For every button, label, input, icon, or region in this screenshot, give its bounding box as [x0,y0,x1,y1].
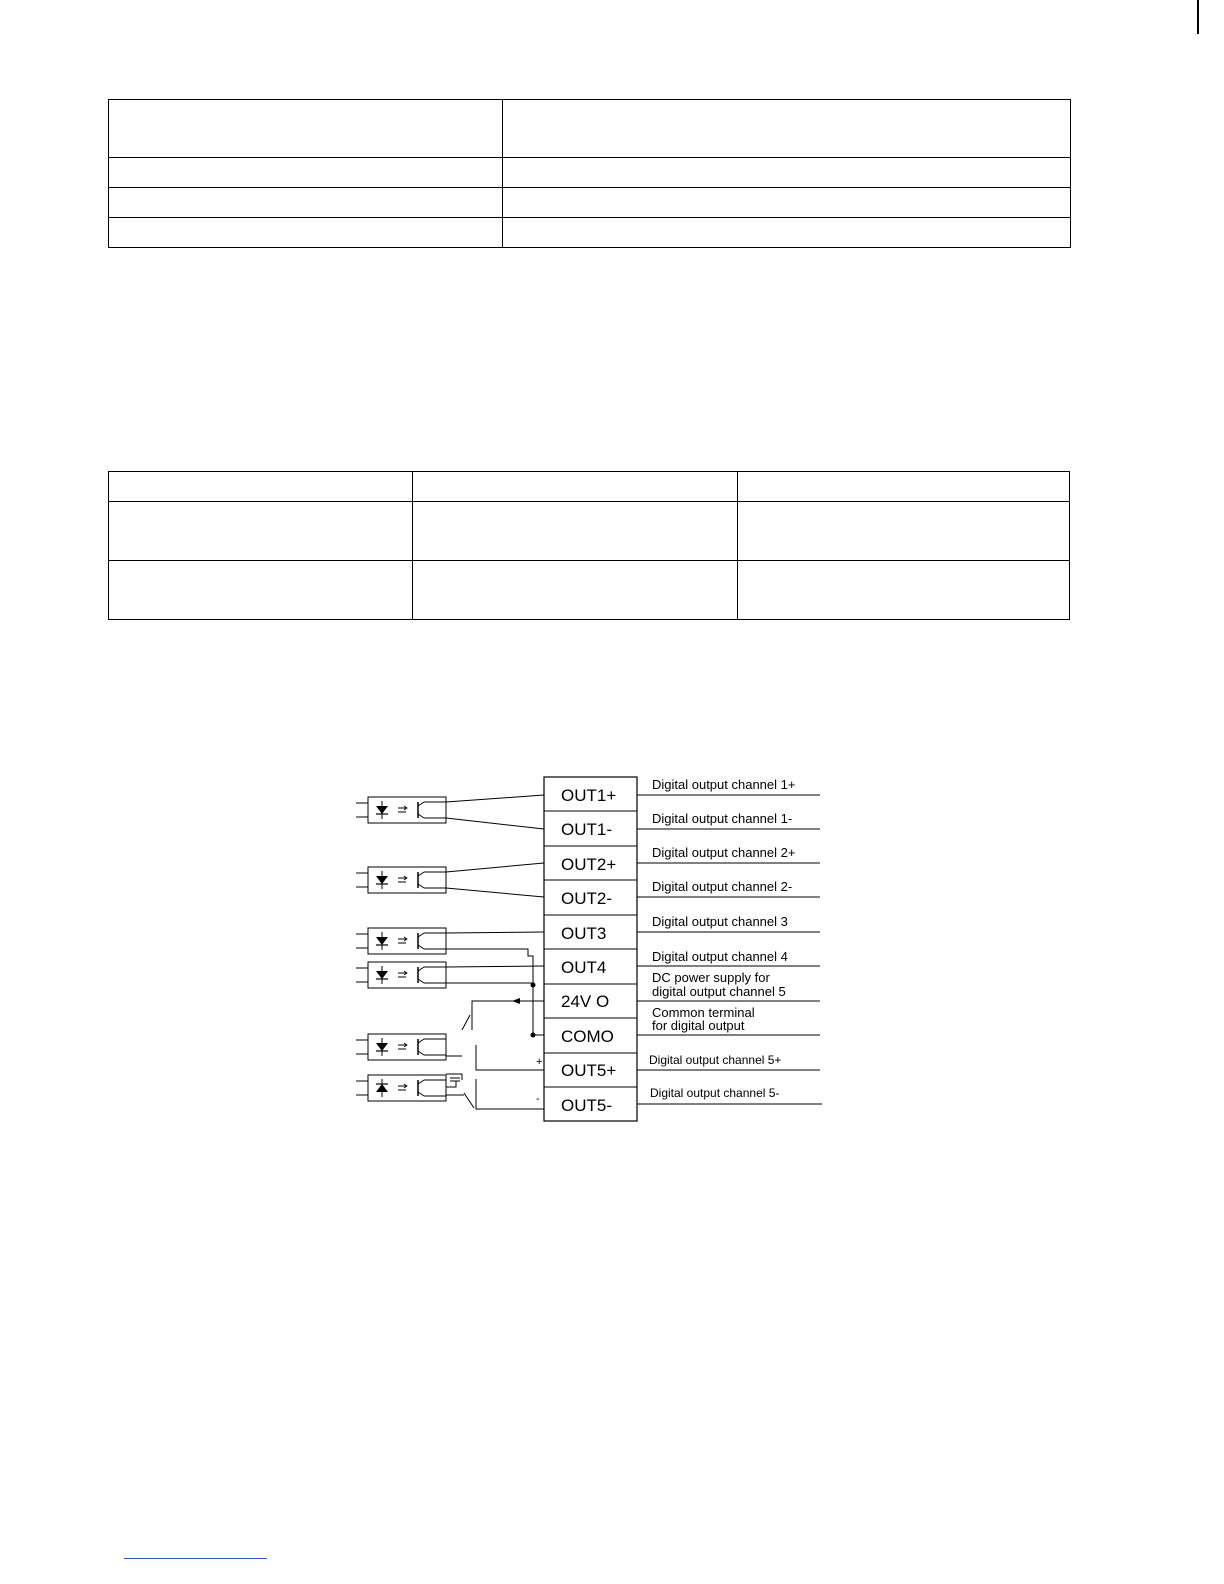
table-cell [109,188,503,218]
optocoupler-6 [356,1075,446,1101]
terminal-label-out2-minus: OUT2- [561,889,612,908]
table-cell [413,472,738,502]
table-cell [109,561,413,620]
table-row [109,218,1071,248]
table-row [109,188,1071,218]
desc-out1-plus: Digital output channel 1+ [652,777,796,792]
terminal-label-como: COMO [561,1027,614,1046]
optocoupler-1 [356,797,446,823]
desc-out2-plus: Digital output channel 2+ [652,845,796,860]
desc-24v-line1: DC power supply for [652,970,770,985]
desc-out5-minus: Digital output channel 5- [650,1086,780,1100]
digital-output-wiring-diagram [352,775,827,1125]
table-row [109,472,1070,502]
table-three-column [108,471,1070,620]
desc-como-line1: Common terminal [652,1005,755,1020]
terminal-label-24v: 24V O [561,992,610,1011]
desc-out4: Digital output channel 4 [652,949,788,964]
table-row [109,502,1070,561]
terminal-label-out5-minus: OUT5- [561,1096,612,1115]
desc-24v-line2: digital output channel 5 [652,984,786,999]
table-two-column [108,99,1071,248]
desc-out3: Digital output channel 3 [652,914,788,929]
table-cell [738,561,1070,620]
table-row [109,100,1071,158]
page-edge-mark [1197,0,1199,34]
table-row [109,561,1070,620]
table-cell [413,502,738,561]
table-cell [503,188,1071,218]
table-cell [413,561,738,620]
table-cell [738,472,1070,502]
table-cell [503,100,1071,158]
desc-out1-minus: Digital output channel 1- [652,811,793,826]
terminal-label-out5-plus: OUT5+ [561,1061,617,1080]
optocoupler-5 [356,1034,446,1060]
minus-sign: - [536,1093,540,1105]
wiring [446,795,544,1109]
optocoupler-2 [356,867,446,893]
terminal-label-out1-plus: OUT1+ [561,786,617,805]
desc-out5-plus: Digital output channel 5+ [649,1053,782,1067]
table-cell [109,218,503,248]
optocoupler-4 [356,962,446,988]
table-cell [738,502,1070,561]
plus-sign: + [536,1056,543,1068]
desc-como-line2: for digital output [652,1018,745,1033]
desc-out2-minus: Digital output channel 2- [652,879,793,894]
terminal-label-out3: OUT3 [561,924,607,943]
optocoupler-3 [356,928,446,954]
table-cell [109,158,503,188]
terminal-label-out2-plus: OUT2+ [561,855,617,874]
table-cell [109,502,413,561]
table-cell [109,100,503,158]
table-cell [109,472,413,502]
footer-link-rule [124,1558,267,1559]
terminal-label-out1-minus: OUT1- [561,820,612,839]
terminal-label-out4: OUT4 [561,958,607,977]
table-row [109,158,1071,188]
table-cell [503,158,1071,188]
table-cell [503,218,1071,248]
